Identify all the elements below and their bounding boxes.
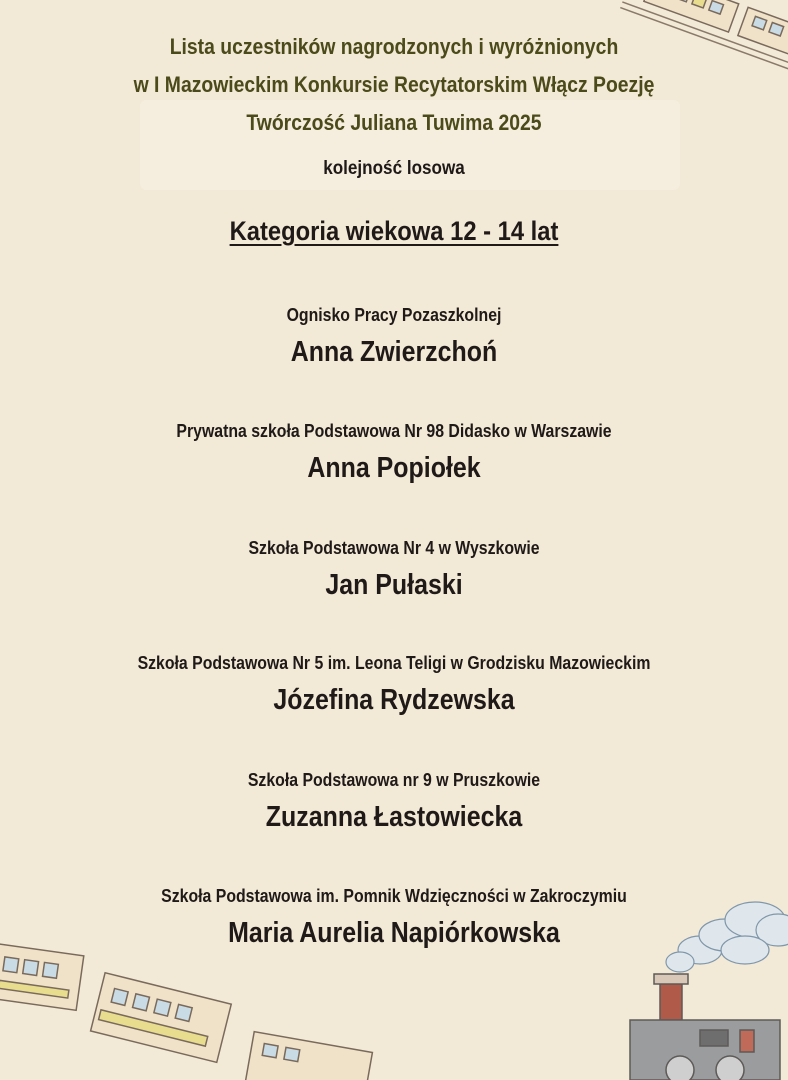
header-line-2: w I Mazowieckim Konkursie Recytatorskim Włącz Poezję [133, 72, 655, 97]
entry-school: Ognisko Pracy Pozaszkolnej [286, 305, 502, 325]
header-line-1: Lista uczestników nagrodzonych i wyróżnionych [169, 34, 619, 59]
entry-school: Szkoła Podstawowa nr 9 w Pruszkowie [247, 770, 541, 790]
entry-name: Józefina Rydzewska [273, 684, 515, 716]
entry-name: Jan Pułaski [325, 569, 463, 601]
list-item [0, 302, 788, 372]
header-title [47, 28, 740, 142]
header-line-3: Twórczość Juliana Tuwima 2025 [246, 110, 542, 135]
train-bottom-illustration [0, 890, 788, 1080]
entry-school: Szkoła Podstawowa im. Pomnik Wdzięczności w Zakroczymiu [161, 886, 627, 906]
list-item [0, 767, 788, 837]
entry-name: Anna Popiołek [307, 452, 481, 484]
list-item [0, 535, 788, 605]
entry-school: Prywatna szkoła Podstawowa Nr 98 Didasko w Warszawie [176, 421, 612, 441]
list-item [0, 418, 788, 488]
entry-school: Szkoła Podstawowa Nr 5 im. Leona Teligi w Grodzisku Mazowieckim [137, 653, 651, 673]
entry-name: Maria Aurelia Napiórkowska [228, 917, 560, 949]
entry-name: Anna Zwierzchoń [290, 336, 498, 368]
entry-school: Szkoła Podstawowa Nr 4 w Wyszkowie [248, 538, 540, 558]
entry-name: Zuzanna Łastowiecka [265, 801, 523, 833]
list-item [0, 650, 788, 720]
category-heading: Kategoria wiekowa 12 - 14 lat [229, 216, 559, 246]
order-note: kolejność losowa [323, 158, 465, 179]
